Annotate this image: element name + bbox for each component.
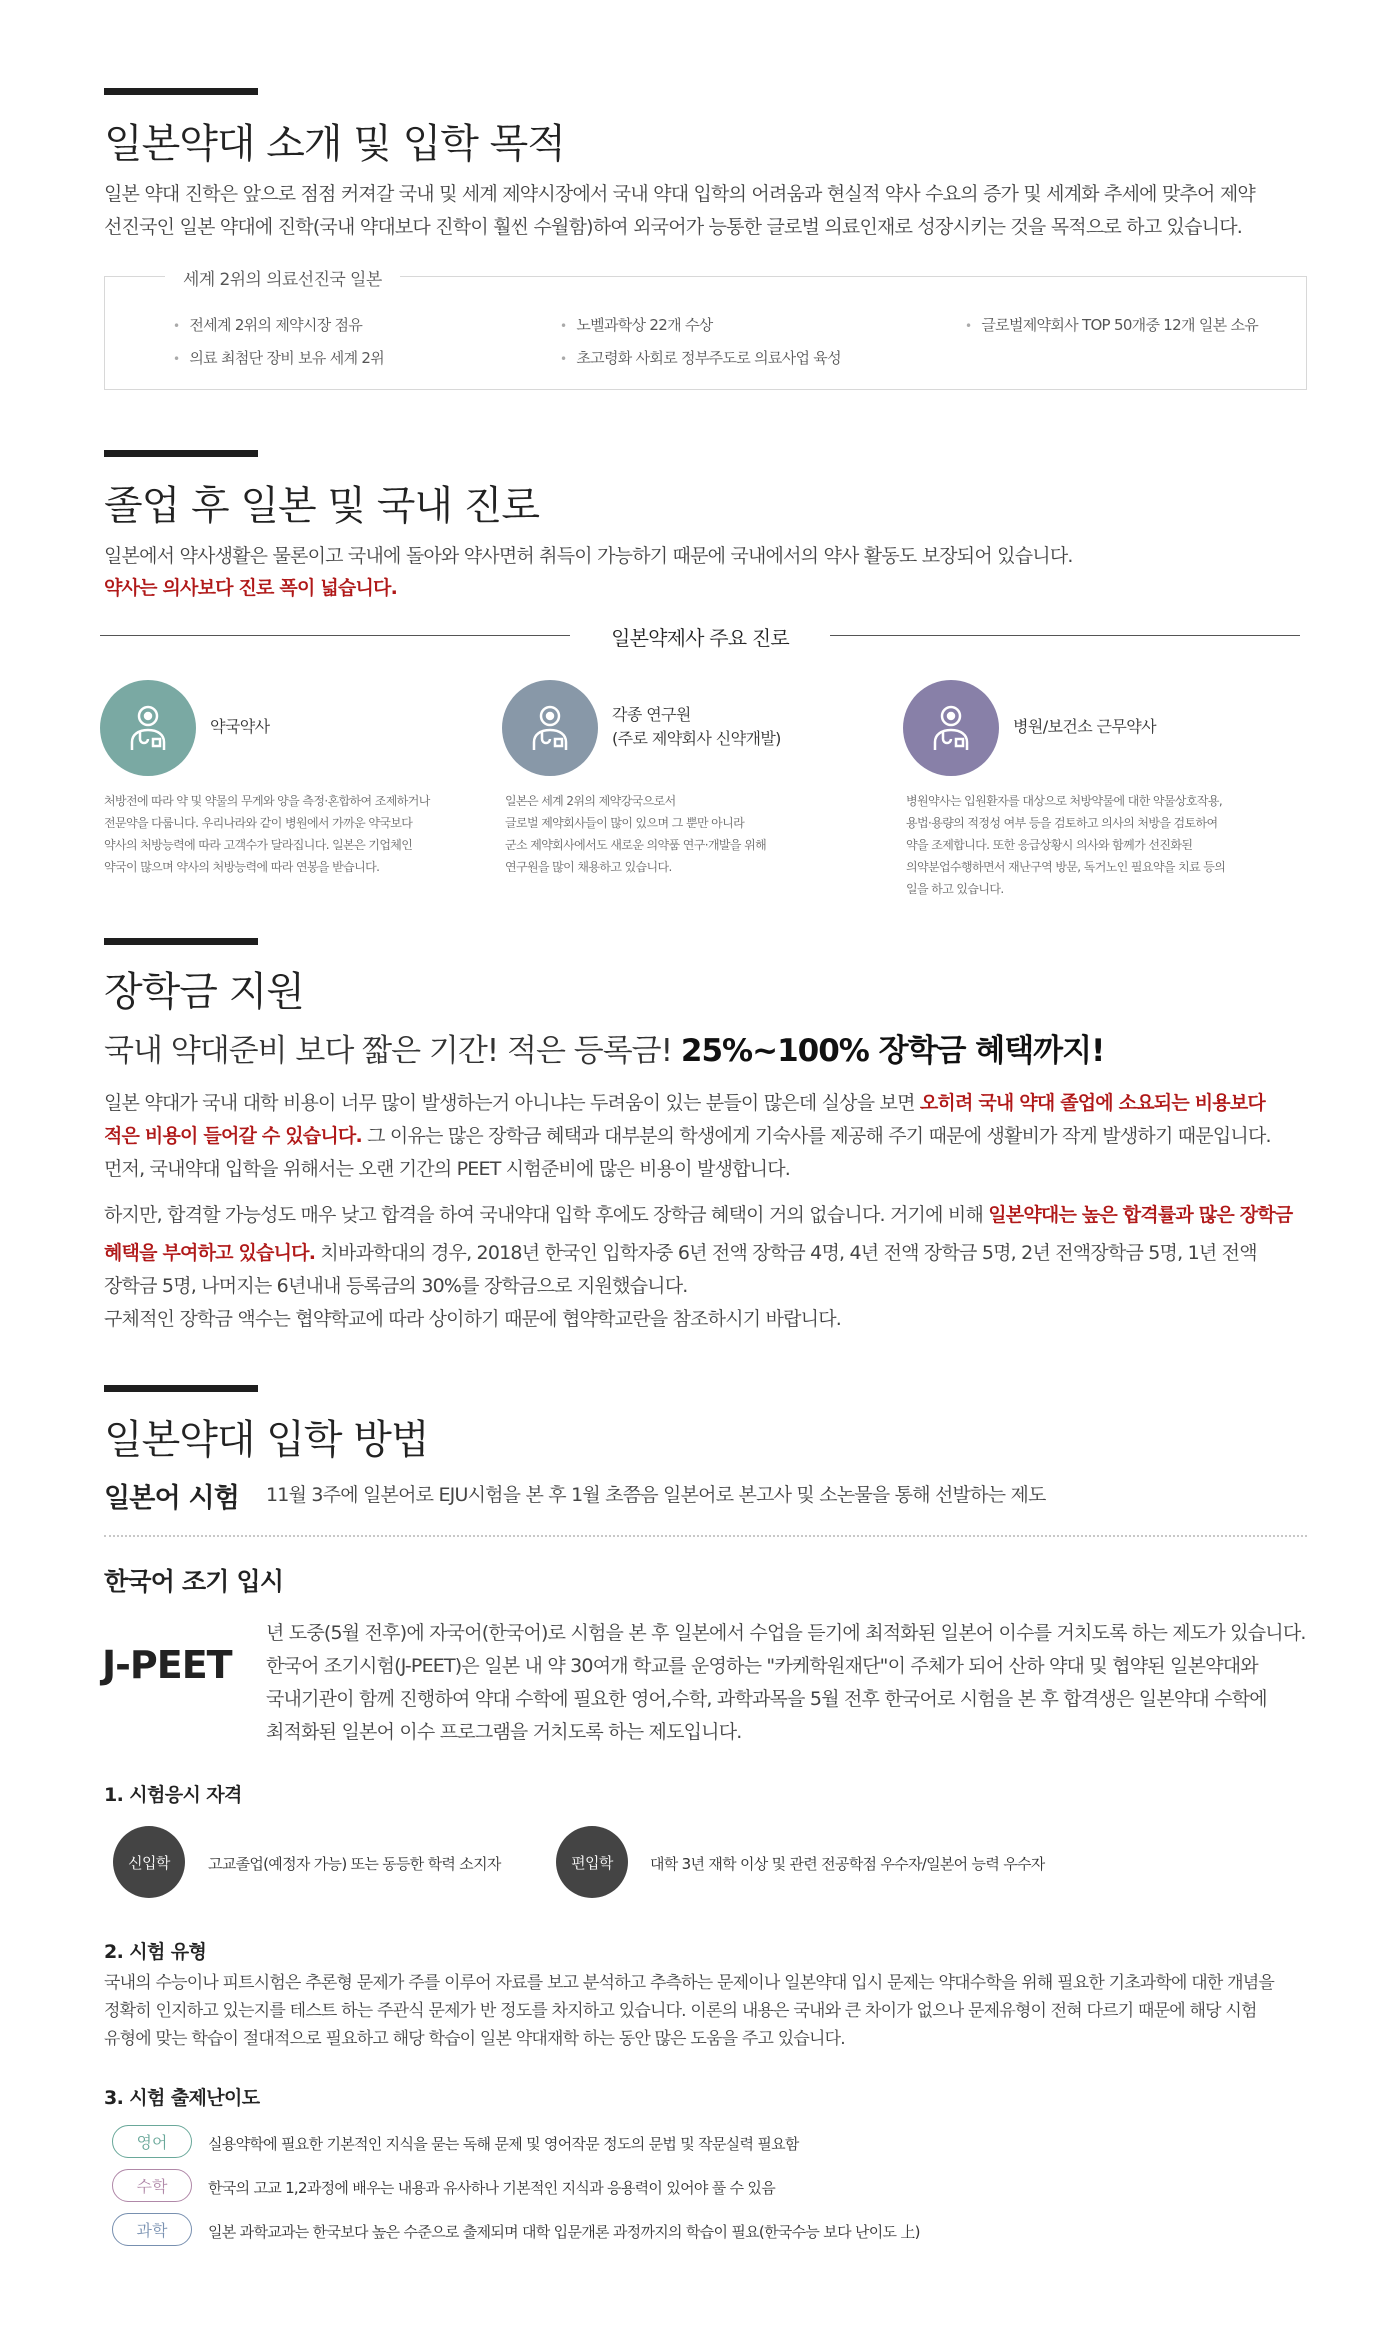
science-difficulty: 일본 과학교과는 한국보다 높은 수준으로 출제되며 대학 입문개론 과정까지의 학습이 필요(한국수능 보다 난이도 上) [208, 2223, 920, 2241]
dashed-divider [104, 1535, 1307, 1537]
career-label-line: (주로 제약회사 신약개발) [612, 729, 781, 748]
career-desc-line: 글로벌 제약회사들이 많이 있으며 그 뿐만 아니라 [505, 816, 745, 830]
career-paragraph [104, 540, 1314, 604]
scholarship-text: 구체적인 장학금 액수는 협약학교에 따라 상이하기 때문에 협약학교란을 참조하시기 바랍니다. [104, 1308, 842, 1330]
scholarship-text: 먼저, 국내약대 입학을 위해서는 오랜 기간의 PEET 시험준비에 많은 비용이 발생합니다. [104, 1158, 791, 1180]
exam-type-paragraph [104, 1969, 1319, 2053]
freshman-badge: 신입학 [113, 1826, 185, 1898]
career-desc-line: 병원약사는 입원환자를 대상으로 처방약물에 대한 약물상호작용, [906, 794, 1223, 808]
career-desc-line: 약을 조제합니다. 또한 응급상황시 의사와 함께가 선진화된 [906, 838, 1193, 852]
scholarship-subtitle-plain: 국내 약대준비 보다 짧은 기간! 적은 등록금! [104, 1033, 681, 1069]
careers-title: 일본약제사 주요 진로 [611, 626, 789, 650]
career-label-hospital [1013, 715, 1156, 739]
medical-info-box [104, 270, 1307, 390]
career-desc-line: 전문약을 다룹니다. 우리나라와 같이 병원에서 가까운 약국보다 [104, 816, 413, 830]
math-difficulty: 한국의 고교 1,2과정에 배우는 내용과 유사하나 기본적인 지식과 응용력이 있어야 풀 수 있음 [208, 2179, 776, 2197]
korean-exam-line: 최적화된 일본어 이수 프로그램을 거치도록 하는 제도입니다. [266, 1721, 742, 1743]
section-title-admission: 일본약대 입학 방법 [104, 1417, 429, 1463]
career-desc-line: 일본은 세계 2위의 제약강국으로서 [505, 794, 676, 808]
scholarship-highlight: 적은 비용이 들어갈 수 있습니다. [104, 1125, 362, 1147]
english-difficulty: 실용약학에 필요한 기본적인 지식을 묻는 독해 문제 및 영어작문 정도의 문법 및 작문실력 필요함 [208, 2135, 799, 2153]
exam-type-title: 2. 시험 유형 [104, 1941, 207, 1963]
career-label-line: 병원/보건소 근무약사 [1013, 717, 1156, 736]
exam-type-line: 유형에 맞는 학습이 절대적으로 필요하고 해당 학습이 일본 약대재학 하는 동안 많은 도움을 주고 있습니다. [104, 2029, 845, 2049]
korean-exam-line: 국내기관이 함께 진행하여 약대 수학에 필요한 영어,수학, 과학과목을 5월 전후 한국어로 시험을 본 후 합격생은 일본약대 수학에 [266, 1688, 1267, 1710]
korean-exam-line: 한국어 조기시험(J-PEET)은 일본 내 약 30여개 학교를 운영하는 "카케학원재단"이 주체가 되어 산하 약대 및 협약된 일본약대와 [266, 1655, 1258, 1677]
intro-paragraph [104, 178, 1314, 244]
section-bar-scholarship [104, 938, 258, 945]
section-title-career: 졸업 후 일본 및 국내 진로 [104, 483, 539, 529]
scholarship-subtitle [104, 1025, 1104, 1070]
scholarship-paragraph-2 [104, 1196, 1314, 1272]
career-label-line: 각종 연구원 [612, 705, 691, 724]
career-label-pharmacy [210, 715, 269, 739]
career-label-line: 약국약사 [210, 717, 270, 736]
scholarship-subtitle-bold: 25%~100% 장학금 혜택까지! [680, 1033, 1105, 1069]
info-bullet: • 노벨과학상 22개 수상 [560, 314, 713, 335]
intro-line-2: 선진국인 일본 약대에 진학(국내 약대보다 진학이 훨씬 수월함)하여 외국어가 능통한 글로벌 의료인재로 성장시키는 것을 목적으로 하고 있습니다. [104, 216, 1242, 238]
info-bullet: • 글로벌제약회사 TOP 50개중 12개 일본 소유 [965, 314, 1258, 335]
career-desc-line: 일을 하고 있습니다. [906, 882, 1004, 896]
jpeet-logo: J-PEET [102, 1643, 232, 1687]
section-bar-career [104, 450, 258, 457]
exam-type-line: 국내의 수능이나 피트시험은 추론형 문제가 주를 이루어 자료를 보고 분석하고 추측하는 문제이나 일본약대 입시 문제는 약대수학을 위해 필요한 기초과학에 대한 개념을 [104, 1973, 1274, 1993]
scholarship-text: 치바과학대의 경우, 2018년 한국인 입학자중 6년 전액 장학금 4명, 4년 전액 장학금 5명, 2년 전액장학금 5명, 1년 전액 [315, 1242, 1257, 1264]
difficulty-title: 3. 시험 출제난이도 [104, 2087, 260, 2109]
career-desc-line: 의약분업수행하면서 재난구역 방문, 독거노인 필요약을 치료 등의 [906, 860, 1226, 874]
career-desc-hospital [906, 790, 1225, 900]
career-desc-line: 연구원을 많이 채용하고 있습니다. [505, 860, 672, 874]
korean-exam-label: 한국어 조기 입시 [104, 1567, 284, 1596]
japanese-exam-label: 일본어 시험 [104, 1483, 240, 1514]
freshman-text: 고교졸업(예정자 가능) 또는 동등한 학력 소지자 [208, 1855, 501, 1873]
exam-type-line: 정확히 인지하고 있는지를 테스트 하는 주관식 문제가 반 정도를 차지하고 있습니다. 이론의 내용은 국내와 큰 차이가 없으나 문제유형이 전혀 다르기 때문에 해당 시험 [104, 2001, 1257, 2021]
divider-right [830, 635, 1300, 636]
english-pill: 영어 [112, 2125, 192, 2158]
korean-exam-paragraph [266, 1617, 1316, 1749]
medical-info-box-title: 세계 2위의 의료선진국 일본 [165, 265, 400, 290]
scholarship-text: 일본 약대가 국내 대학 비용이 너무 많이 발생하는거 아니냐는 두려움이 있는 분들이 많은데 실상을 보면 [104, 1092, 920, 1114]
info-bullet: • 초고령화 사회로 정부주도로 의료사업 육성 [560, 347, 841, 368]
scholarship-highlight: 혜택을 부여하고 있습니다. [104, 1242, 316, 1264]
career-label-research [612, 703, 781, 751]
qualification-title: 1. 시험응시 자격 [104, 1784, 242, 1806]
hospital-pharmacist-icon [903, 680, 999, 776]
section-title-scholarship: 장학금 지원 [104, 969, 304, 1015]
career-desc-research [505, 790, 766, 878]
japanese-exam-text: 11월 3주에 일본어로 EJU시험을 본 후 1월 초쯤음 일본어로 본고사 및 소논물을 통해 선발하는 제도 [266, 1484, 1046, 1506]
korean-exam-line: 년 도중(5월 전후)에 자국어(한국어)로 시험을 본 후 일본에서 수업을 듣기에 최적화된 일본어 이수를 거치도록 하는 제도가 있습니다. [266, 1622, 1306, 1644]
scholarship-text: 장학금 5명, 나머지는 6년내내 등록금의 30%를 장학금으로 지원했습니다. [104, 1275, 688, 1297]
career-desc-line: 용법·용량의 적정성 여부 등을 검토하고 의사의 처방을 검토하여 [906, 816, 1218, 830]
section-bar-intro [104, 88, 258, 95]
section-bar-admission [104, 1385, 258, 1392]
scholarship-highlight: 일본약대는 높은 합격률과 많은 장학금 [988, 1204, 1293, 1226]
scholarship-text: 그 이유는 많은 장학금 혜택과 대부분의 학생에게 기숙사를 제공해 주기 때문에 생활비가 작게 발생하기 때문입니다. [361, 1125, 1271, 1147]
math-pill: 수학 [112, 2169, 192, 2202]
pharmacist-icon [100, 680, 196, 776]
science-pill: 과학 [112, 2213, 192, 2246]
scholarship-highlight: 오히려 국내 약대 졸업에 소요되는 비용보다 [919, 1092, 1265, 1114]
career-desc-line: 약사의 처방능력에 따라 고객수가 달라집니다. 일본은 기업체인 [104, 838, 413, 852]
career-highlight: 약사는 의사보다 진로 폭이 넓습니다. [104, 577, 397, 599]
transfer-badge: 편입학 [556, 1826, 628, 1898]
career-desc-pharmacy [104, 790, 430, 878]
scholarship-paragraph-1 [104, 1087, 1314, 1186]
career-desc-line: 처방전에 따라 약 및 약물의 무게와 양을 측정·혼합하여 조제하거나 [104, 794, 430, 808]
scholarship-text: 하지만, 합격할 가능성도 매우 낮고 합격을 하여 국내약대 입학 후에도 장학금 혜택이 거의 없습니다. 거기에 비해 [104, 1204, 989, 1226]
scholarship-paragraph-3 [104, 1270, 1314, 1336]
section-title-intro: 일본약대 소개 및 입학 목적 [104, 121, 565, 167]
intro-line-1: 일본 약대 진학은 앞으로 점점 커져갈 국내 및 세계 제약시장에서 국내 약대 입학의 어려움과 현실적 약사 수요의 증가 및 세계화 추세에 맞추어 제약 [104, 183, 1255, 205]
transfer-text: 대학 3년 재학 이상 및 관련 전공학점 우수자/일본어 능력 우수자 [650, 1855, 1045, 1873]
career-text: 일본에서 약사생활은 물론이고 국내에 돌아와 약사면허 취득이 가능하기 때문에 국내에서의 약사 활동도 보장되어 있습니다. [104, 545, 1073, 567]
info-bullet: • 전세계 2위의 제약시장 점유 [173, 314, 362, 335]
researcher-icon [502, 680, 598, 776]
career-desc-line: 군소 제약회사에서도 새로운 의약품 연구·개발을 위해 [505, 838, 767, 852]
career-desc-line: 약국이 많으며 약사의 처방능력에 따라 연봉을 받습니다. [104, 860, 380, 874]
info-bullet: • 의료 최첨단 장비 보유 세계 2위 [173, 347, 384, 368]
